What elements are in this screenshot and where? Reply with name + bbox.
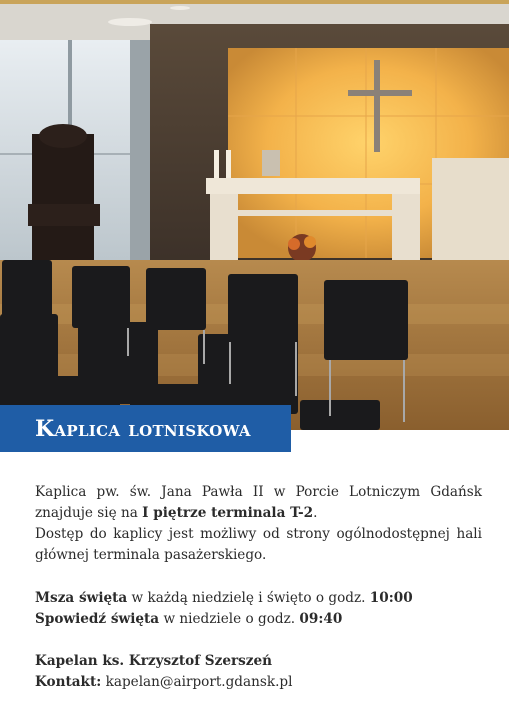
confession-time: 09:40: [299, 611, 343, 627]
chaplain-label: Kapelan ks. Krzysztof Szerszeń: [35, 653, 273, 669]
access-paragraph: Dostęp do kaplicy jest możliwy od strony ogólnodostępnej hali głównej terminala pasażerskiego.: [35, 526, 482, 563]
location-text: Kaplica pw. św. Jana Pawła II w Porcie Lotniczym Gdańsk znajduje się na: [35, 484, 482, 521]
contact-label: Kontakt:: [35, 674, 102, 690]
location-end: .: [313, 505, 318, 521]
mass-schedule: [35, 588, 482, 609]
mass-time: 10:00: [369, 590, 413, 606]
mass-text: w każdą niedzielę i święto o godz.: [127, 590, 370, 606]
chapel-info: [35, 482, 482, 693]
chapel-photo: [0, 4, 509, 430]
location-paragraph: [35, 482, 482, 524]
contact-email[interactable]: kapelan@airport.gdansk.pl: [101, 674, 293, 690]
title-banner: [0, 405, 291, 452]
contact-line: [35, 672, 482, 693]
chaplain-name: [35, 651, 482, 672]
page-title: Kaplica lotniskowa: [35, 415, 251, 442]
mass-label: Msza święta: [35, 590, 128, 606]
confession-schedule: [35, 609, 482, 630]
location-floor: I piętrze terminala T-2: [142, 505, 314, 521]
confession-label: Spowiedź święta: [35, 611, 160, 627]
confession-text: w niedziele o godz.: [159, 611, 300, 627]
